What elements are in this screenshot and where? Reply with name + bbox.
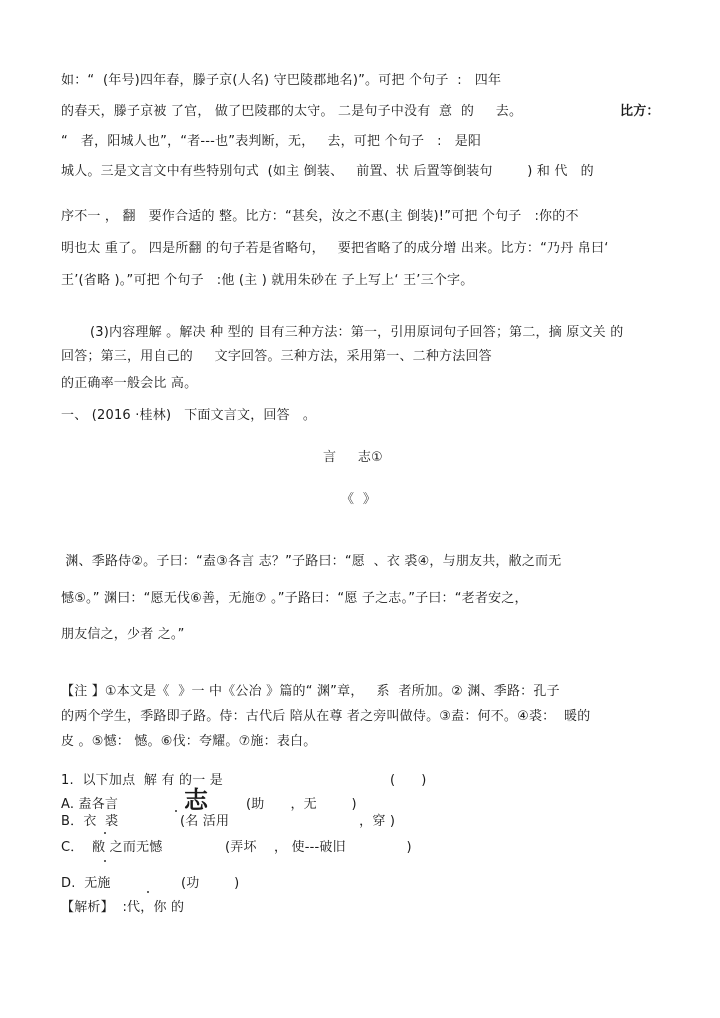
- option-a-gloss: (助 ，无 ): [246, 797, 357, 812]
- intro-line: 明也太 重了。 四是所翻 的句子若是省略句， 要把省略了的成分增 出来。比方：“乃丹 帛曰‘: [61, 241, 609, 256]
- note-line: 的两个学生，季路即子路。侍：古代后 陪从在尊 者之旁叫做侍。③盍：何不。④裘： 暖的: [61, 709, 591, 724]
- emphasis-dot: [175, 810, 177, 812]
- method-line: 回答；第三，用自己的 文字回答。三种方法，采用第一、二种方法回答: [61, 349, 492, 364]
- option-a-text: A. 盍各言: [61, 797, 119, 812]
- question-header: 一、 (2016 ·桂林) 下面文言文，回答 。: [61, 408, 317, 423]
- zhi-character: 志: [184, 786, 208, 814]
- option-d-gloss: (功 ): [181, 876, 240, 891]
- note-line: 皮 。⑤憾： 憾。⑥伐：夸耀。⑦施：表白。: [61, 734, 317, 749]
- emphasis-dot: [104, 832, 106, 834]
- analysis-line: 【解析】 :代，你 的: [61, 900, 185, 915]
- intro-line: 比方：: [620, 104, 660, 119]
- intro-line: 城人。三是文言文中有些特别句式 (如主 倒装、 前置、状 后置等倒装句 ) 和 代 的: [61, 164, 594, 179]
- note-line: 【注 】①本文是《 》一 中《公冶 》篇的“ 渊”章， 系 者所加。② 渊、季路：孔子: [61, 684, 560, 699]
- emphasis-dot: [147, 891, 149, 893]
- option-c-text: C． 敝 之而无憾: [61, 840, 163, 855]
- answer-paren: ( ): [390, 773, 427, 788]
- method-line: 的正确率一般会比 高。: [61, 376, 198, 391]
- intro-line: 如：“ (年号)四年春，滕子京(人名) 守巴陵郡地名)”。可把 个句子 : 四年: [61, 73, 502, 88]
- emphasis-dot: [104, 860, 106, 862]
- question-stem: 1. 以下加点 解 有 的一 是: [61, 773, 223, 788]
- intro-line: 序不一 ， 翻 要作合适的 整。比方：“甚矣，汝之不惠(主 倒装)!”可把 个句子 :你的不: [61, 209, 579, 224]
- intro-line: “ 者，阳城人也”，“者---也”表判断，无， 去，可把 个句子 : 是阳: [61, 134, 482, 149]
- option-c-gloss: (弄坏 ， 使---破旧 ): [225, 840, 412, 855]
- passage-title: 言 志①: [323, 450, 383, 465]
- method-line: (3)内容理解 。解决 种 型的 目有三种方法：第一，引用原词句子回答；第二，摘 原文关 的: [90, 325, 624, 340]
- option-b-text: B．衣 裘: [61, 814, 119, 829]
- option-d-text: D. 无施: [61, 876, 111, 891]
- intro-line: 的春天，滕子京被 了官， 做了巴陵郡的太守。 二是句子中没有 意 的 去。: [61, 104, 523, 119]
- passage-line: 渊、季路侍②。子曰：“盍③各言 志？”子路曰：“愿 、衣 裘④，与朋友共，敝之而无: [61, 554, 562, 569]
- passage-source: 《 》: [341, 492, 377, 507]
- passage-line: 朋友信之，少者 之。”: [61, 627, 185, 642]
- passage-line: 憾⑤。” 渊曰：“愿无伐⑥善，无施⑦ 。”子路曰：“愿 子之志。”子曰：“老者安之，: [61, 591, 528, 606]
- intro-line: 王’(省略 )。”可把 个句子 :他 (主 ) 就用朱砂在 子上写上‘ 王’三个字。: [61, 273, 474, 288]
- option-b-gloss: (名 活用 ，穿 ): [180, 814, 396, 829]
